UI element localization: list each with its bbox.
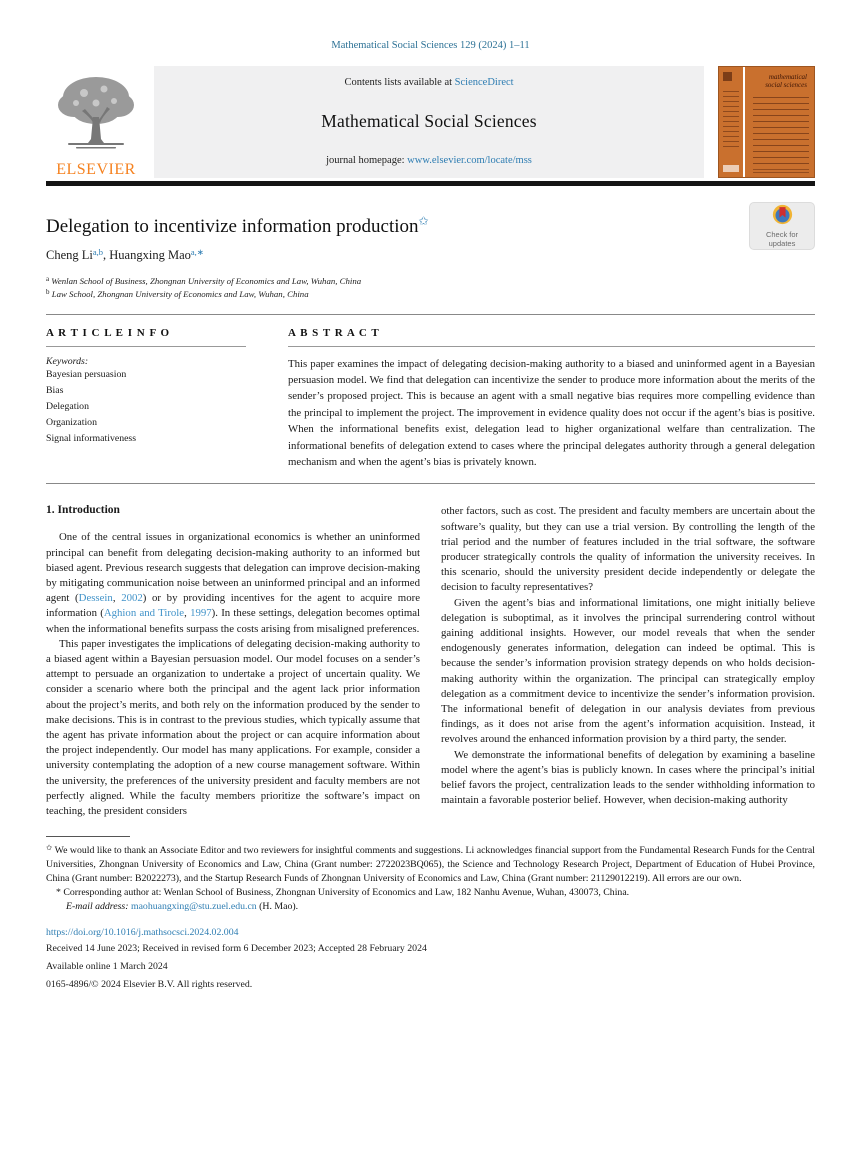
author-affil-sup: a,∗ <box>190 247 204 257</box>
citation-link[interactable]: 2002 <box>121 592 143 605</box>
paragraph-text: ). In these settings, delegation becomes optimal when the informational benefits surpass the costs arising from misaligned preferences. <box>46 607 421 635</box>
abstract-text: This paper examines the impact of delegating decision-making authority to a biased and uninformed agent in a Bayesian persuasion model. We find that delegation can incentivize the sender to produce more information about the merits of the sender’s proposed project. This is because an agent with a small negative bias requires more compelling evidence than the principal to implement the project. The improvement in evidence quality does not occur if the agent’s bias is positive. When the informational benefits exist, delegation lead to higher organizational welfare than centralization. The informational benefits of delegation extend to cases where the principal delegates authority through a general delegation mechanism and when the agent’s bias is privately known. <box>288 357 815 468</box>
sciencedirect-link[interactable]: ScienceDirect <box>454 77 514 88</box>
copyright-line: 0165-4896/© 2024 Elsevier B.V. All rights reserved. <box>46 979 253 991</box>
elsevier-wordmark: ELSEVIER <box>56 161 136 178</box>
article-title <box>46 216 815 238</box>
footnote-asterisk-mark: * <box>56 887 61 899</box>
masthead-banner <box>46 66 815 178</box>
author-affil-sup: a,b <box>92 247 104 257</box>
cover-left-strip <box>719 67 745 177</box>
footnote-rule <box>46 836 130 837</box>
left-column <box>46 504 420 819</box>
affiliation-line <box>46 275 815 288</box>
cover-logo-square <box>723 72 732 81</box>
right-column <box>441 504 815 819</box>
heading-rule <box>288 346 815 347</box>
section-divider <box>46 314 815 315</box>
abstract-heading: A B S T R A C T <box>288 326 380 339</box>
masthead-center <box>154 66 704 178</box>
corresponding-author-text: Corresponding author at: Wenlan School of Business, Zhongnan University of Economics and Law, 182 Nanhu Avenue, Wuhan, 430073, China. <box>60 887 630 899</box>
paragraph-text: ) or by providing incentives for the agent to acquire more information ( <box>46 592 420 620</box>
elsevier-tree-icon <box>52 73 140 160</box>
footnote-star-mark: ✩ <box>46 843 53 853</box>
homepage-line <box>162 155 696 166</box>
keyword: Signal informativeness <box>46 432 137 444</box>
journal-citation: Mathematical Social Sciences 129 (2024) 1–11 <box>331 40 530 51</box>
keywords-label: Keywords: <box>46 355 89 367</box>
affiliation-sup: a <box>46 275 50 283</box>
citation-link[interactable]: Dessein <box>78 592 113 605</box>
email-footnote <box>46 900 815 914</box>
keyword: Delegation <box>46 400 89 412</box>
abstract-column <box>288 327 815 471</box>
author-name[interactable]: Cheng Li <box>46 248 93 262</box>
received-dates: Received 14 June 2023; Received in revised form 6 December 2023; Accepted 28 February 2024 <box>46 943 427 955</box>
paragraph-text: One of the central issues in organizational economics is whether an uninformed principal can benefit from delegating decision-making authority to an informed but biased agent. Previous research suggests that delegation can improve decision-making by mitigating communication noise between an uninformed principal and an informed agent ( <box>46 531 420 605</box>
article-info-heading: A R T I C L E I N F O <box>46 326 171 339</box>
available-online: Available online 1 March 2024 <box>46 961 168 973</box>
title-block <box>46 186 815 301</box>
journal-cover-thumbnail[interactable] <box>718 66 815 178</box>
info-abstract-section <box>46 327 815 471</box>
keyword: Bayesian persuasion <box>46 368 127 380</box>
email-label: E-mail address: <box>66 901 129 913</box>
citation-link[interactable]: Aghion and Tirole <box>103 607 185 620</box>
crossmark-icon <box>772 204 793 230</box>
journal-title: Mathematical Social Sciences <box>321 111 537 131</box>
contents-line <box>162 77 696 88</box>
author-separator: , <box>103 248 110 262</box>
affiliation-text: Law School, Zhongnan University of Economics and Law, Wuhan, China <box>49 288 309 299</box>
affiliation-line <box>46 288 815 301</box>
section-heading-introduction: 1. Introduction <box>46 504 120 517</box>
homepage-prefix: journal homepage: <box>326 155 408 166</box>
author-line <box>46 248 815 263</box>
journal-homepage-link[interactable]: www.elsevier.com/locate/mss <box>407 155 532 166</box>
affiliations <box>46 275 815 301</box>
body-paragraph: This paper investigates the implications of delegating decision-making authority to a biased agent within a Bayesian persuasion model. Our model focuses on a sender’s attempt to persuade an organization to undertake a project of uncertain quality. We consider a scenario where both the principal and the agent lack prior information about the project’s merits, and both rely on the information produced by the sender to make decisions. This is in contrast to the previous studies, which typically assume that the agent has private information about the project or can acquire information about the project independently. Our model has many applications. For example, consider a university contemplating the adoption of a new course management software. Within the university, the preferences of the university president and faculty members are not perfectly aligned. While the faculty members prioritize the software’s impact on teaching, the president considers <box>46 637 420 817</box>
citation-link[interactable]: 1997 <box>190 607 212 620</box>
cover-footer-lines <box>753 169 809 173</box>
body-paragraph: We demonstrate the informational benefits of delegation by examining a baseline model where the agent’s bias is publicly known. In cases where the principal’s initial belief favors the project, centralization leads to the sender withholding information to maintain a favorable posterior belief. However, when decision-making authority <box>441 748 815 807</box>
paragraph-text: , <box>184 607 191 620</box>
body-paragraph: other factors, such as cost. The president and faculty members are uncertain about the software’s quality, but they can use a trial version. By controlling the length of the trial period and the number of features included in the trial software, the software producer strategically controls the quality of information the university receives. In this scenario, should the university president decide independently or delegate the decision to faculty representatives? <box>441 505 815 594</box>
doi-link[interactable]: https://doi.org/10.1016/j.mathsocsci.2024.02.004 <box>46 927 239 939</box>
email-suffix: (H. Mao). <box>256 901 299 913</box>
article-info-column <box>46 327 246 471</box>
article-title-text: Delegation to incentivize information production <box>46 216 419 237</box>
body-paragraph <box>46 530 420 636</box>
keyword: Bias <box>46 384 64 396</box>
abstract-bottom-rule <box>46 483 815 484</box>
footnotes <box>46 844 815 914</box>
acknowledgement-footnote <box>46 844 815 886</box>
paragraph-text: , <box>112 592 122 605</box>
check-for-updates-badge[interactable] <box>749 202 815 250</box>
acknowledgement-text: We would like to thank an Associate Editor and two reviewers for insightful comments and suggestions. Li acknowledges financial support from the Fundamental Research Funds for the Central Universities, Zhongnan University of Economics and Law, China (Grant number: 2722023BQ065), the Science and Technology Research Project, Department of Education of Hubei Province, China (Grant number: B2022273), and the Startup Research Funds of Zhongnan University of Economics and Law, China (Grant number: 21129012219). All errors are our own. <box>46 845 815 885</box>
check-for-updates-label: Check for updates <box>765 229 799 248</box>
affiliation-sup: b <box>46 287 50 296</box>
cover-bottom-mark <box>723 165 739 172</box>
cover-journal-title: mathematical social sciences <box>765 73 807 90</box>
cover-left-lines <box>723 91 739 151</box>
cover-article-lines <box>753 97 809 165</box>
body-paragraph: Given the agent’s bias and informational limitations, one might initially believe delegation is suboptimal, as it involves the principal surrendering control without gaining additional insights. However, our model reveals that when the sender endogenously generates information, delegation can indeed be optimal. This is because the sender’s information provision strategy depends on who holds decision-making authority within the organization. The principal can strategically employ delegation as a commitment device to incentivize the sender’s information provision. The informational benefit of delegation in our analysis deviates from previous findings, as it does not arise from the agent’s information acquisition. Instead, it revolves around the enhanced information provision by a third party, the sender. <box>441 596 815 746</box>
author-name[interactable]: Huangxing Mao <box>109 248 191 262</box>
elsevier-logo[interactable] <box>46 66 146 178</box>
keyword: Organization <box>46 416 97 428</box>
contents-prefix: Contents lists available at <box>344 77 455 88</box>
corresponding-author-footnote <box>46 886 815 900</box>
heading-rule <box>46 346 246 347</box>
title-footnote-mark[interactable]: ✩ <box>418 214 429 228</box>
cover-right-area <box>747 67 814 177</box>
email-link[interactable]: maohuangxing@stu.zuel.edu.cn <box>130 901 257 913</box>
affiliation-text: Wenlan School of Business, Zhongnan University of Economics and Law, Wuhan, China <box>49 276 362 286</box>
body-columns <box>46 504 815 819</box>
